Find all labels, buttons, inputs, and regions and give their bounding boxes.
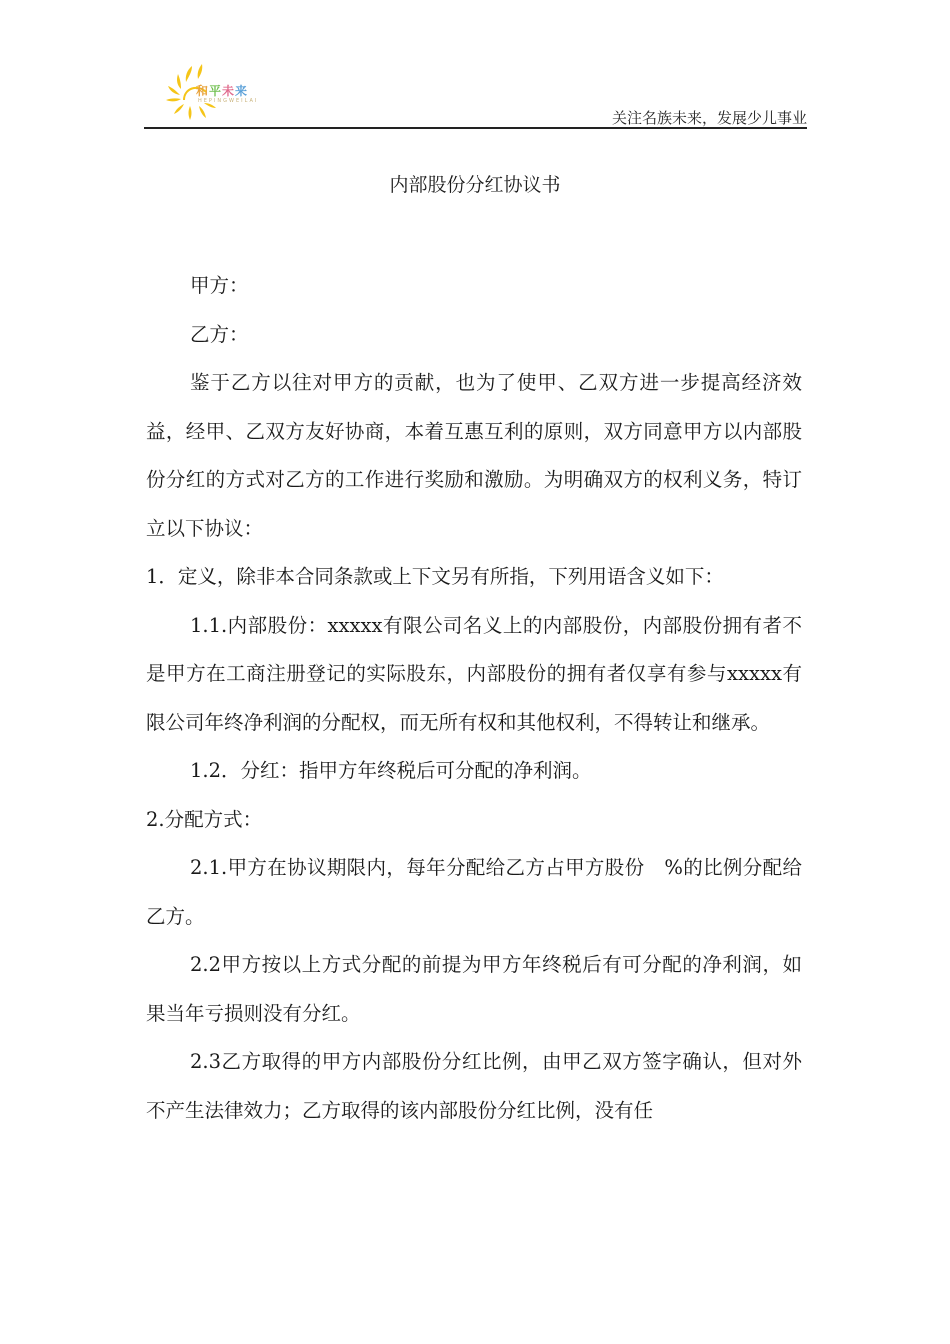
clause-1-2: 1.2．分红：指甲方年终税后可分配的净利润。 [190,759,592,782]
company-logo [154,60,264,124]
clause-2-3: 2.3乙方取得的甲方内部股份分红比例，由甲乙双方签字确认，但对外不产生法律效力；乙方取得的该内部股份分红比例，没有任 [146,1050,802,1122]
logo-char: 平 [209,84,223,98]
clause-1-1: 1.1.内部股份：xxxxx有限公司名义上的内部股份，内部股份拥有者不是甲方在工商注册登记的实际股东，内部股份的拥有者仅享有参与xxxxx有限公司年终净利润的分配权，而无所有权和其他权利，不得转让和继承。 [146,613,802,734]
document-title: 内部股份分红协议书 [389,174,561,196]
document-body [146,262,802,1135]
clause-2-2: 2.2甲方按以上方式分配的前提为甲方年终税后有可分配的净利润，如果当年亏损则没有分红。 [146,953,802,1025]
party-a-line: 甲方： [190,274,249,297]
preamble-paragraph: 鉴于乙方以往对甲方的贡献，也为了使甲、乙双方进一步提高经济效益，经甲、乙双方友好协商，本着互惠互利的原则，双方同意甲方以内部股份分红的方式对乙方的工作进行奖励和激励。为明确双方的权利义务，特订立以下协议： [146,371,802,540]
header-slogan: 关注名族未来，发展少儿事业 [611,109,807,127]
section-2-heading: 2.分配方式： [146,807,263,831]
party-b-line: 乙方： [190,322,249,346]
logo-char: 来 [235,84,249,98]
page-header [144,60,807,130]
clause-2-1: 2.1.甲方在协议期限内，每年分配给乙方占甲方股份 %的比例分配给乙方。 [146,856,802,928]
logo-subtext: HEPINGWEILAI [198,98,259,104]
section-1-heading: 1．定义，除非本合同条款或上下文另有所指，下列用语含义如下： [146,565,724,588]
header-divider [144,127,807,129]
logo-char: 和 [196,84,210,98]
logo-wordmark [196,82,248,99]
logo-char: 未 [222,84,236,98]
